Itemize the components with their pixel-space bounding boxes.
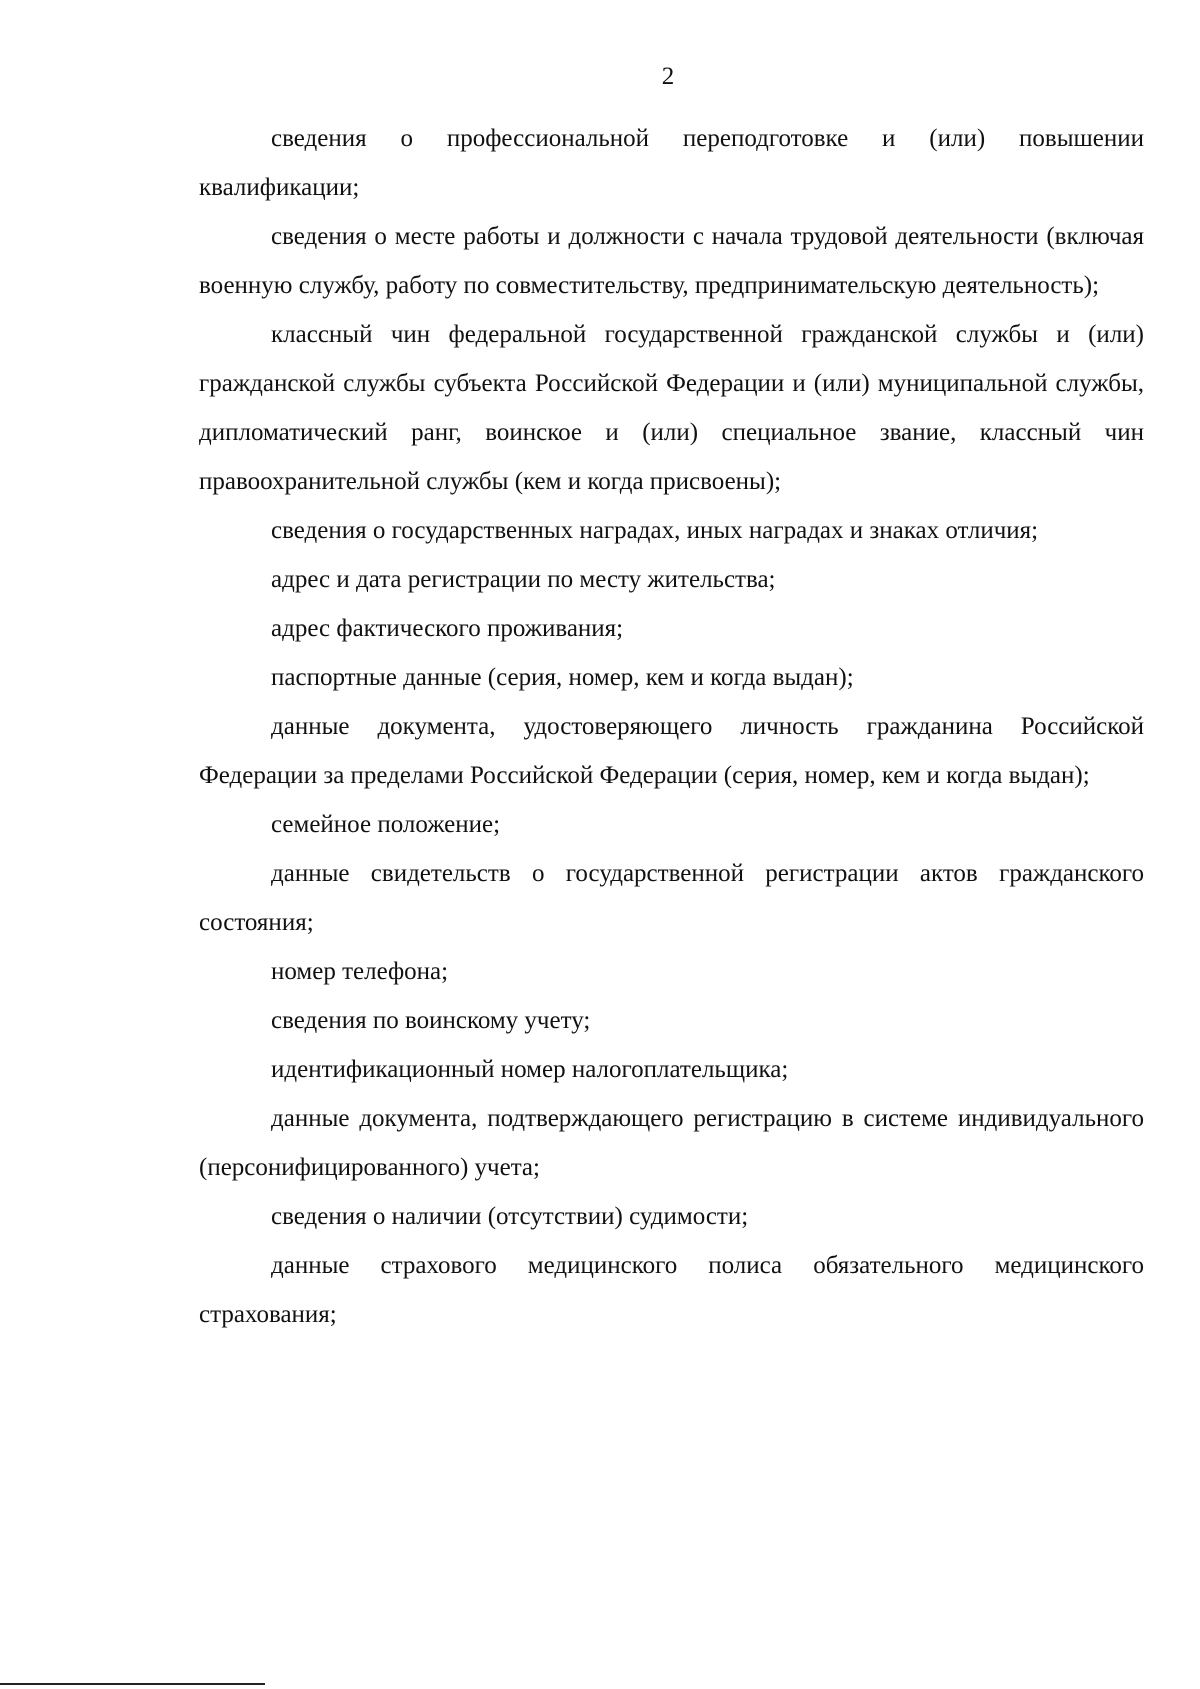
list-item: номер телефона;: [271, 958, 449, 985]
list-item: классный чин федеральной государственной гражданской службы и (или) гражданской службы субъекта Российской Федерации и (или) муниципальной службы, дипломатический ранг, воинское и (или) специальное звание, классный чин правоохранительной службы (кем и когда присвоены);: [199, 321, 1144, 495]
list-item: сведения о месте работы и должности с начала трудовой деятельности (включая военную службу, работу по совместительству, предпринимательскую деятельность);: [199, 223, 1144, 299]
list-item: сведения по воинскому учету;: [271, 1007, 591, 1034]
list-item: данные документа, подтверждающего регистрацию в системе индивидуального (персонифицированного) учета;: [199, 1105, 1144, 1181]
list-item: данные страхового медицинского полиса обязательного медицинского страхования;: [199, 1252, 1144, 1328]
footer-divider: [0, 1683, 265, 1685]
list-item: адрес фактического проживания;: [271, 615, 624, 642]
document-body: [199, 114, 1144, 1339]
list-item: паспортные данные (серия, номер, кем и когда выдан);: [271, 664, 854, 691]
list-item: сведения о государственных наградах, иных наградах и знаках отличия;: [271, 517, 1039, 544]
list-item: данные свидетельств о государственной регистрации актов гражданского состояния;: [199, 860, 1144, 936]
list-item: адрес и дата регистрации по месту жительства;: [271, 566, 776, 593]
list-item: идентификационный номер налогоплательщика;: [271, 1056, 789, 1083]
list-item: сведения о наличии (отсутствии) судимости;: [271, 1203, 749, 1230]
list-item: семейное положение;: [271, 811, 501, 838]
page-number: 2: [661, 63, 675, 90]
list-item: сведения о профессиональной переподготовке и (или) повышении квалификации;: [199, 125, 1144, 201]
list-item: данные документа, удостоверяющего личность гражданина Российской Федерации за пределами Российской Федерации (серия, номер, кем и когда выдан);: [199, 713, 1144, 789]
